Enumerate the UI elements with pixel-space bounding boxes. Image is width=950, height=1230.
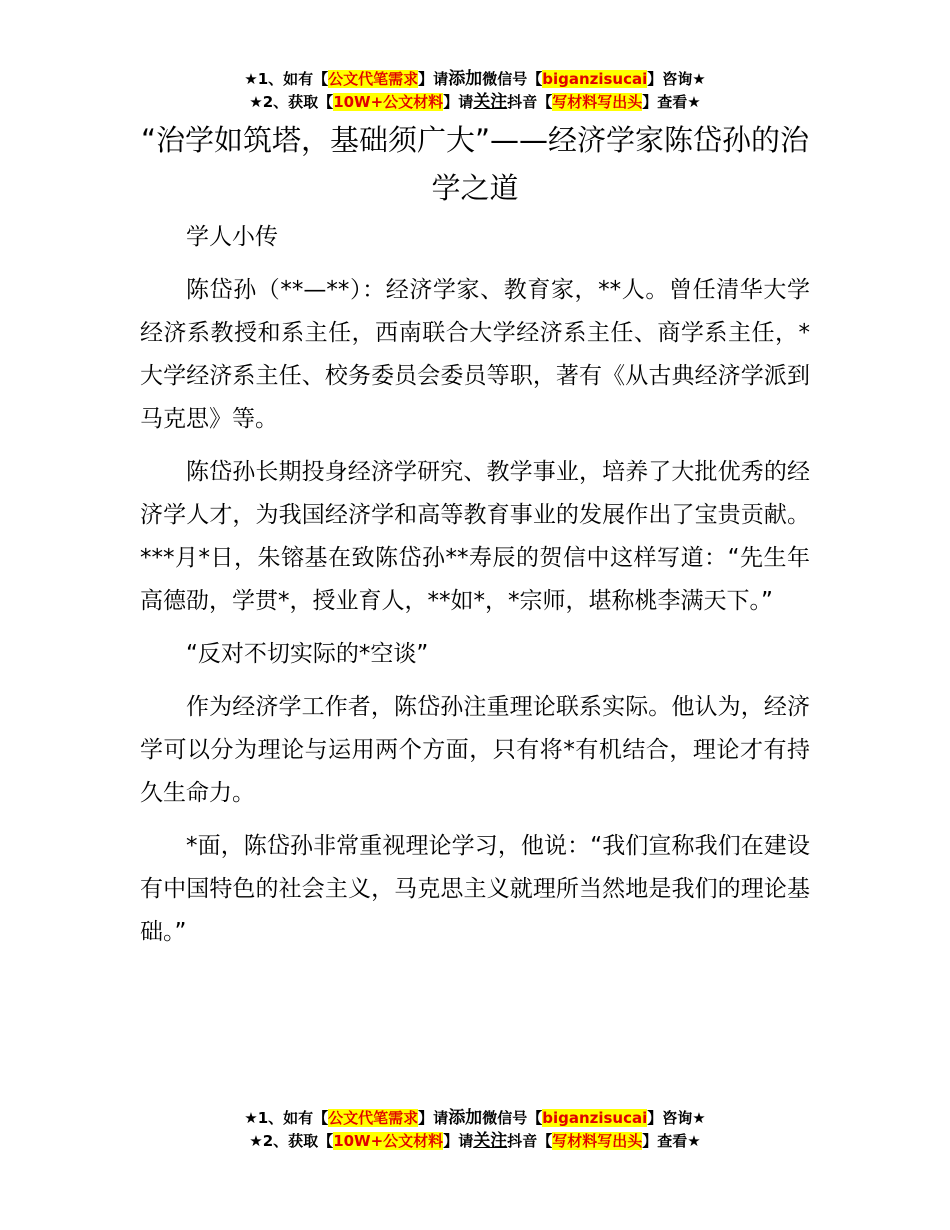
paragraph: 陈岱孙长期投身经济学研究、教学事业，培养了大批优秀的经济学人才，为我国经济学和高等教育事业的发展作出了宝贵贡献。***月*日，朱镕基在致陈岱孙**寿辰的贺信中这样写道：“先生年高德劭，学贯*，授业育人，**如*，*宗师，堪称桃李满天下。” — [140, 459, 810, 614]
paragraph: *面，陈岱孙非常重视理论学习，他说：“我们宣称我们在建设有中国特色的社会主义，马克思主义就理所当然地是我们的理论基础。” — [140, 833, 810, 945]
banner-text: 抖音【 — [507, 1132, 553, 1150]
highlight-need: 公文代笔需求 — [328, 70, 419, 88]
banner-text: 】请 — [443, 1132, 474, 1150]
highlight-wechat-id: biganzisucai — [542, 70, 648, 88]
banner-text: 抖音【 — [507, 93, 553, 111]
banner-text: ★1、如有【 — [244, 1109, 329, 1127]
highlight-douyin: 写材料写出头 — [552, 93, 643, 111]
section-heading: “反对不切实际的*空谈” — [186, 641, 429, 667]
footer-banner — [0, 1107, 950, 1153]
banner-keyword-follow: 关注 — [473, 1131, 508, 1151]
banner-text: 】查看★ — [642, 1132, 701, 1150]
highlight-materials: 10W+公文材料 — [333, 93, 444, 111]
banner-text: 】咨询★ — [647, 1109, 706, 1127]
banner-text: 】咨询★ — [647, 70, 706, 88]
document-title: “治学如筑塔，基础须广大”——经济学家陈岱孙的治学之道 — [140, 123, 810, 205]
banner-text: 】请 — [418, 70, 449, 88]
banner-line-1 — [0, 1107, 950, 1130]
paragraph: 陈岱孙（**—**）：经济学家、教育家，**人。曾任清华大学经济系教授和系主任，西南联合大学经济系主任、商学系主任，*大学经济系主任、校务委员会委员等职，著有《从古典经济学派到马克思》等。 — [140, 277, 810, 432]
banner-text: ★1、如有【 — [244, 70, 329, 88]
banner-text: 】请 — [443, 93, 474, 111]
banner-line-2 — [0, 91, 950, 114]
highlight-douyin: 写材料写出头 — [552, 1132, 643, 1150]
banner-text: 微信号【 — [482, 1109, 543, 1127]
highlight-need: 公文代笔需求 — [328, 1109, 419, 1127]
banner-text: ★2、获取【 — [249, 93, 334, 111]
section-heading: 学人小传 — [186, 224, 278, 250]
header-banner — [0, 68, 950, 114]
banner-text: 微信号【 — [482, 70, 543, 88]
highlight-materials: 10W+公文材料 — [333, 1132, 444, 1150]
banner-line-1 — [0, 68, 950, 91]
banner-keyword-add: 添加 — [448, 1108, 483, 1128]
paragraph: 作为经济学工作者，陈岱孙注重理论联系实际。他认为，经济学可以分为理论与运用两个方面，只有将*有机结合，理论才有持久生命力。 — [140, 694, 810, 806]
banner-keyword-follow: 关注 — [473, 92, 508, 112]
banner-text: ★2、获取【 — [249, 1132, 334, 1150]
banner-line-2 — [0, 1130, 950, 1153]
document-body — [140, 216, 810, 964]
highlight-wechat-id: biganzisucai — [542, 1109, 648, 1127]
banner-text: 】查看★ — [642, 93, 701, 111]
banner-keyword-add: 添加 — [448, 69, 483, 89]
banner-text: 】请 — [418, 1109, 449, 1127]
